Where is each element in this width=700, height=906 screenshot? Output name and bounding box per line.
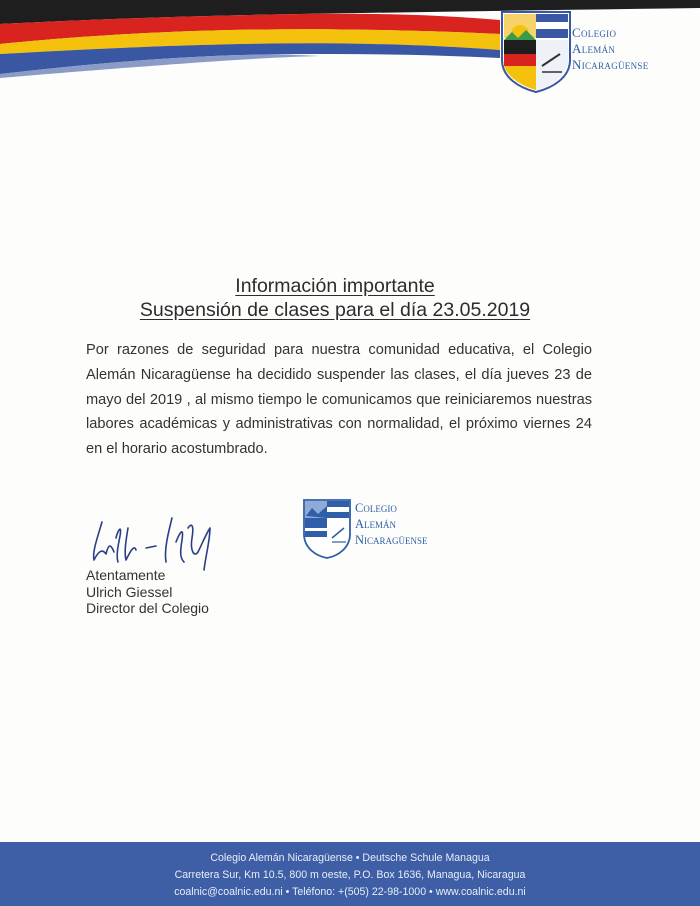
stamp-logo-line: Alemán	[355, 517, 397, 531]
footer-line-2: Carretera Sur, Km 10.5, 800 m oeste, P.O. Box 1636, Managua, Nicaragua	[174, 869, 526, 881]
stamp-logo-line: Colegio	[355, 501, 397, 515]
header-logo-line: Nicaragüense	[572, 57, 649, 72]
header-logo-text	[572, 25, 649, 73]
stamp-crest-icon	[302, 498, 352, 560]
signer-name: Ulrich Giessel	[86, 583, 173, 600]
footer-bar	[0, 842, 700, 906]
stamp-logo-line: Nicaragüense	[355, 533, 428, 547]
signer-role: Director del Colegio	[86, 600, 209, 616]
header-logo-line: Colegio	[572, 25, 617, 40]
header-logo-line: Alemán	[572, 41, 616, 56]
handwritten-signature	[88, 508, 238, 572]
title-line-2: Suspensión de clases para el día 23.05.2019	[139, 299, 531, 321]
footer-line-3: coalnic@coalnic.edu.ni • Teléfono: +(505) 22-98-1000 • www.coalnic.edu.ni	[174, 886, 526, 898]
title-line-1: Información importante	[235, 275, 435, 297]
stamp-logo-text	[355, 500, 428, 548]
closing: Atentamente	[86, 567, 166, 583]
document-title	[0, 274, 670, 322]
body-paragraph: Por razones de seguridad para nuestra comunidad educativa, el Colegio Alemán Nicaragüense ha decidido suspender las clases, el día jueves 23 de mayo del 2019 , al mismo tiempo le comunicamos que reiniciaremos nuestras labores académicas y administrativas con normalidad, el próximo viernes 24 en el horario acostumbrado.	[86, 342, 592, 458]
signature-block	[86, 567, 209, 617]
footer-line-1: Colegio Alemán Nicaragüense • Deutsche Schule Managua	[210, 852, 490, 864]
school-crest-icon	[500, 10, 572, 94]
